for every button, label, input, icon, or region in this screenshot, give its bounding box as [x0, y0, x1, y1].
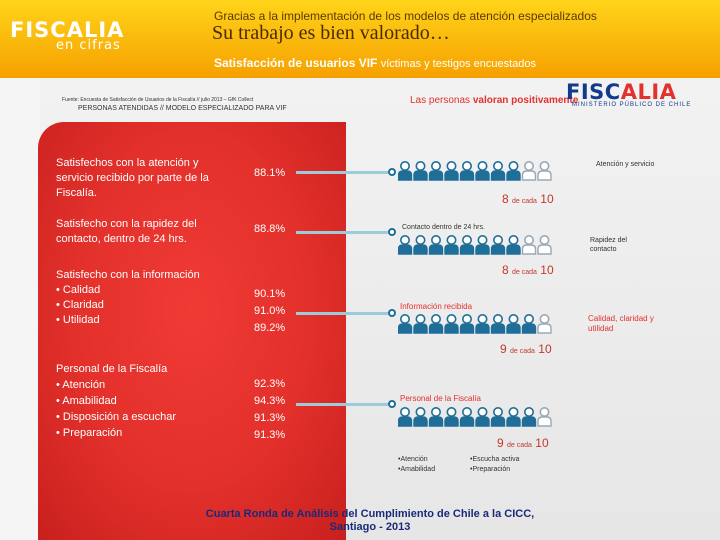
footer-citation — [190, 508, 550, 534]
row1-line1: Satisfechos con la atención y — [56, 157, 199, 169]
person-icon-filled — [492, 408, 505, 426]
row4-line1: Personal de la Fiscalía — [56, 363, 168, 375]
valoran-bold: valoran positivamente — [472, 95, 579, 106]
person-icon-filled — [476, 236, 489, 254]
row3-ratio-den: 10 — [538, 342, 552, 356]
person-icon-empty — [538, 236, 551, 254]
row1-ratio-den: 10 — [540, 192, 554, 206]
person-icon-filled — [507, 315, 520, 333]
person-icon-filled — [430, 315, 443, 333]
row1-icons — [398, 160, 555, 182]
person-icon-filled — [414, 236, 427, 254]
row3-right-line2: utilidad — [588, 324, 614, 333]
section-title-light: víctimas y testigos encuestados — [380, 58, 537, 70]
legend-col2 — [470, 455, 520, 475]
person-icon-filled — [461, 408, 474, 426]
fiscalia-logo: FISCALIA — [10, 18, 125, 42]
legend-item-preparacion: •Preparación — [470, 466, 511, 473]
person-icon-filled — [430, 162, 443, 180]
row2-percentages — [254, 222, 285, 237]
row2-right-line2: contacto — [590, 246, 617, 253]
row2-line1: Satisfecho con la rapidez del — [56, 218, 197, 230]
row4-label — [56, 361, 176, 441]
footer-line1: Cuarta Ronda de Análisis del Cumplimiento de Chile a la CICC, — [205, 508, 535, 520]
section-title-bold: Satisfacción de usuarios VIF — [214, 56, 378, 70]
person-icon-filled — [461, 236, 474, 254]
row4-pct2: 94.3% — [254, 395, 286, 407]
row1-right-line1: Atención y servicio — [596, 161, 655, 168]
legend-col1 — [398, 455, 435, 475]
legend-item-amabilidad: •Amabilidad — [398, 466, 436, 473]
row3-right-label — [588, 314, 654, 334]
person-icon-filled — [414, 162, 427, 180]
person-icon-filled — [414, 408, 427, 426]
row1-right-label — [596, 160, 654, 169]
person-icons-svg — [398, 160, 555, 182]
person-icon-filled — [445, 315, 458, 333]
section-title — [214, 56, 536, 70]
legend-item-atencion: •Atención — [398, 456, 428, 463]
person-icon-filled — [430, 408, 443, 426]
row4-left-label: Personal de la Fiscalía — [400, 394, 481, 403]
row3-line1: Satisfecho con la información — [56, 269, 200, 281]
person-icon-filled — [476, 162, 489, 180]
row3-ratio-num: 9 — [500, 342, 507, 356]
row1-line3: Fiscalía. — [56, 187, 97, 199]
person-icons-svg — [398, 406, 555, 428]
row4-line5: • Preparación — [56, 427, 123, 439]
person-icon-filled — [461, 315, 474, 333]
row2-right-line1: Rapidez del — [590, 237, 627, 244]
row3-label — [56, 268, 200, 328]
row1-ratio-de: de cada — [512, 198, 537, 205]
row1-label — [56, 156, 209, 201]
person-icon-filled — [399, 315, 412, 333]
row3-pct2: 91.0% — [254, 305, 286, 317]
row1-line2: servicio recibido por parte de la — [56, 172, 209, 184]
row3-ratio — [500, 342, 552, 356]
row4-percentages — [254, 376, 285, 444]
row4-line3: • Amabilidad — [56, 395, 117, 407]
row4-ratio-den: 10 — [535, 436, 549, 450]
valoran-heading — [410, 95, 578, 106]
row2-line2: contacto, dentro de 24 hrs. — [56, 233, 187, 245]
row3-ratio-de: de cada — [510, 348, 535, 355]
person-icon-filled — [476, 408, 489, 426]
person-icon-filled — [507, 408, 520, 426]
row2-left-label: Contacto dentro de 24 hrs. — [402, 224, 485, 231]
person-icons-svg — [398, 313, 555, 335]
source-note: Fuente: Encuesta de Satisfacción de Usuarios de la Fiscalía // julio 2013 – GfK Collect — [62, 97, 254, 103]
person-icon-filled — [430, 236, 443, 254]
fiscalia-chile-logo — [566, 80, 691, 108]
logo-ministerio: MINISTERIO PÚBLICO DE CHILE — [572, 102, 692, 108]
row4-pct3: 91.3% — [254, 412, 286, 424]
row2-icons — [398, 234, 555, 256]
row1-arrow — [296, 171, 388, 174]
row4-pct4: 91.3% — [254, 429, 286, 441]
row1-ratio-num: 8 — [502, 192, 509, 206]
person-icon-filled — [399, 236, 412, 254]
person-icons-svg — [398, 234, 555, 256]
person-icon-filled — [399, 162, 412, 180]
row3-pct1: 90.1% — [254, 288, 286, 300]
row2-label — [56, 217, 197, 247]
row1-ratio — [502, 192, 554, 206]
row4-ratio-de: de cada — [507, 442, 532, 449]
person-icon-filled — [492, 162, 505, 180]
row2-pct1: 88.8% — [254, 223, 286, 235]
row4-line4: • Disposición a escuchar — [56, 411, 177, 423]
personas-label: PERSONAS ATENDIDAS // MODELO ESPECIALIZADO PARA VIF — [78, 105, 287, 112]
row2-ratio-den: 10 — [540, 263, 554, 277]
person-icon-filled — [523, 315, 536, 333]
page-title: Su trabajo es bien valorado… — [212, 22, 450, 44]
row3-arrow — [296, 312, 388, 315]
row2-ratio-num: 8 — [502, 263, 509, 277]
row3-line2: • Calidad — [56, 284, 101, 296]
row3-icons — [398, 313, 555, 335]
person-icon-filled — [476, 315, 489, 333]
logo-part-a: FISC — [566, 80, 621, 104]
row4-pct1: 92.3% — [254, 378, 286, 390]
person-icon-empty — [538, 408, 551, 426]
logo-subtitle: en cifras — [56, 38, 121, 53]
row3-right-line1: Calidad, claridad y — [588, 314, 654, 323]
valoran-pre: Las personas — [410, 95, 473, 106]
person-icon-empty — [538, 162, 551, 180]
person-icon-filled — [445, 162, 458, 180]
header-subtitle: Gracias a la implementación de los modelos de atención especializados — [214, 9, 597, 23]
row4-ratio — [497, 436, 549, 450]
person-icon-filled — [523, 408, 536, 426]
person-icon-filled — [445, 236, 458, 254]
person-icon-filled — [492, 236, 505, 254]
footer-line2: Santiago - 2013 — [329, 521, 411, 533]
person-icon-filled — [507, 236, 520, 254]
person-icon-filled — [492, 315, 505, 333]
row4-icons — [398, 406, 555, 428]
person-icon-filled — [399, 408, 412, 426]
row4-arrow — [296, 403, 388, 406]
person-icon-filled — [445, 408, 458, 426]
left-strip — [0, 78, 40, 540]
header-banner — [0, 0, 720, 78]
logo-part-b: ALIA — [620, 80, 677, 104]
row3-percentages — [254, 286, 285, 337]
row1-percentages — [254, 166, 285, 181]
row3-line3: • Claridad — [56, 299, 104, 311]
row3-pct3: 89.2% — [254, 322, 286, 334]
person-icon-empty — [523, 236, 536, 254]
row2-arrow — [296, 231, 388, 234]
person-icon-filled — [414, 315, 427, 333]
row3-line4: • Utilidad — [56, 314, 100, 326]
row2-ratio-de: de cada — [512, 269, 537, 276]
row4-ratio-num: 9 — [497, 436, 504, 450]
person-icon-filled — [461, 162, 474, 180]
legend-item-escucha: •Escucha activa — [470, 456, 520, 463]
row2-right-label — [590, 236, 627, 254]
person-icon-empty — [523, 162, 536, 180]
row3-left-label: Información recibida — [400, 302, 473, 311]
row1-pct1: 88.1% — [254, 167, 286, 179]
person-icon-filled — [507, 162, 520, 180]
person-icon-empty — [538, 315, 551, 333]
row2-ratio — [502, 263, 554, 277]
row4-line2: • Atención — [56, 379, 106, 391]
